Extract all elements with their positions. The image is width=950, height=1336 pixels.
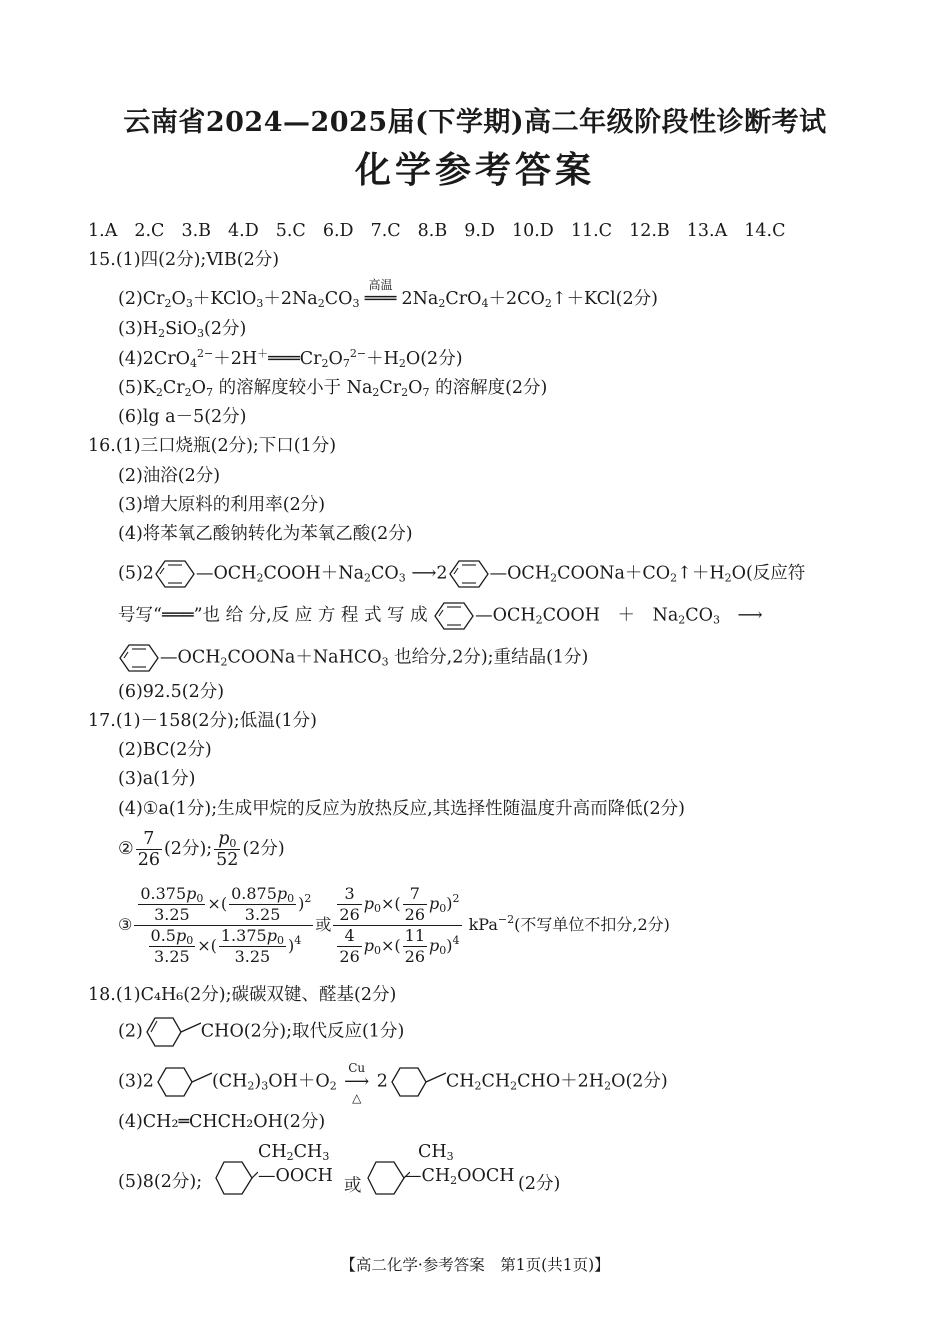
q16-part5-line1: (5)2 $—OCH_2COOH+Na_2CO_3$ ⟶2 $—OCH_2COONa+CO_2↑+H_2O$(反应符 bbox=[118, 559, 805, 589]
q15-part3: $(3)H_2SiO_3(2$分) bbox=[118, 319, 247, 340]
q18-part4: (4)CH₂═CHCH₂OH(2分) bbox=[118, 1112, 326, 1132]
q15-part4: $(4)2CrO_4^{2-}+2H^+═══Cr_2O_7^{2-}+H_2O(2$分) bbox=[118, 347, 463, 370]
q16-part5-line3: $—OCH_2COONa+NaHCO_3$ 也给分,2分);重结晶(1分) bbox=[118, 643, 588, 673]
benzene-ring-icon bbox=[154, 559, 196, 589]
choice-answer: 14.C bbox=[744, 221, 786, 241]
choice-answer: 3.B bbox=[181, 221, 211, 241]
benzene-ring-icon bbox=[118, 643, 160, 673]
choice-answer: 7.C bbox=[370, 221, 401, 241]
choice-answer: 6.D bbox=[322, 221, 354, 241]
choice-answer: 10.D bbox=[511, 221, 554, 241]
benzene-ring-icon bbox=[433, 601, 475, 631]
q18-part3: (3)2 $(CH_2)_3OH+O_2$ Cu ⟶ △ 2 $CH_2CH_2CHO+2H_2O(2$分) bbox=[118, 1060, 668, 1105]
choice-answer: 8.B bbox=[417, 221, 448, 241]
benzene-ring-icon bbox=[448, 559, 490, 589]
q17-part3: (3)a(1分) bbox=[118, 769, 196, 789]
cyclohexene-ring-icon bbox=[143, 1015, 201, 1049]
q17-part4-2: ② $\frac{7}{26}$ (2分); $\frac{p_0}{52}$ (2分) bbox=[118, 829, 285, 870]
choice-answers-row bbox=[88, 219, 802, 243]
q15-part2: $(2)Cr_2O_3+KClO_3+2Na_2CO_3$ 高温 ═══ $2Na_2CrO_4+2CO_2↑+KCl(2$分) bbox=[118, 287, 658, 311]
exam-title: 云南省2024—2025届(下学期)高二年级阶段性诊断考试 bbox=[123, 107, 827, 138]
cyclohexane-ring-icon bbox=[214, 1158, 258, 1198]
page-footer: 【高二化学·参考答案 第1页(共1页)】 bbox=[340, 1256, 610, 1274]
q18-part2: (2) CHO(2分);取代反应(1分) bbox=[118, 1015, 404, 1049]
q16-part2: (2)油浴(2分) bbox=[118, 466, 221, 486]
reaction-condition: 高温 bbox=[368, 278, 393, 292]
answer-key-title: 化学参考答案 bbox=[354, 149, 595, 191]
choice-answer: 1.A bbox=[88, 221, 118, 241]
q16-part5-line2: 号写“═══”也 给 分,反 应 方 程 式 写 成 $—OCH_2COOH$ ＋ $Na_2CO_3$ ⟶ bbox=[118, 601, 763, 631]
choice-answer: 4.D bbox=[228, 221, 259, 241]
choice-answer: 13.A bbox=[686, 221, 728, 241]
choice-answer: 5.C bbox=[275, 221, 306, 241]
q15-part6: (6)lg a－5(2分) bbox=[118, 407, 247, 427]
q16-part1: 16.(1)三口烧瓶(2分);下口(1分) bbox=[88, 436, 337, 456]
q17-part1: 17.(1)－158(2分);低温(1分) bbox=[88, 711, 317, 731]
choice-answer: 2.C bbox=[134, 221, 165, 241]
q17-part2: (2)BC(2分) bbox=[118, 740, 212, 760]
choice-answer: 11.C bbox=[570, 221, 613, 241]
q18-part1: 18.(1)C₄H₆(2分);碳碳双键、醛基(2分) bbox=[88, 985, 397, 1005]
q16-part4: (4)将苯氧乙酸钠转化为苯氧乙酸(2分) bbox=[118, 524, 413, 544]
cyclohexane-ring-icon bbox=[388, 1065, 446, 1099]
q15-part1: 15.(1)四(2分);ⅥB(2分) bbox=[88, 250, 280, 270]
choice-answer: 9.D bbox=[464, 221, 495, 241]
q16-part6: (6)92.5(2分) bbox=[118, 682, 225, 702]
q15-part2-score: (2分) bbox=[615, 289, 658, 309]
q17-part4-3: ③ $\frac{0.375p_0}{3.25}$ ×( $\frac{0.875p_0}{3.25}$ )$^2$ $\frac{0.5p_0}{3.25}$ ×( $\frac{1.375p_0}{3.25}$ )$^4$ 或 $\frac{3}{26}$ $p_0\times$( $\frac{7}{26}$ $p_0)^2$ $\frac{4}{26}$ $p_0\times$( $\frac{11}{26}$ $p_0)^4$ kPa$^{-2}$(不写单位不扣分,2分) bbox=[118, 884, 670, 966]
q16-part3: (3)增大原料的利用率(2分) bbox=[118, 495, 326, 515]
cyclohexane-ring-icon bbox=[154, 1065, 212, 1099]
q17-part4-1: (4)①a(1分);生成甲烷的反应为放热反应,其选择性随温度升高而降低(2分) bbox=[118, 799, 685, 819]
choice-answer: 12.B bbox=[629, 221, 670, 241]
q15-part5: $(5)K_2Cr_2O_7$ 的溶解度较小于 $Na_2Cr_2O_7$ 的溶解度(2分) bbox=[118, 378, 548, 399]
